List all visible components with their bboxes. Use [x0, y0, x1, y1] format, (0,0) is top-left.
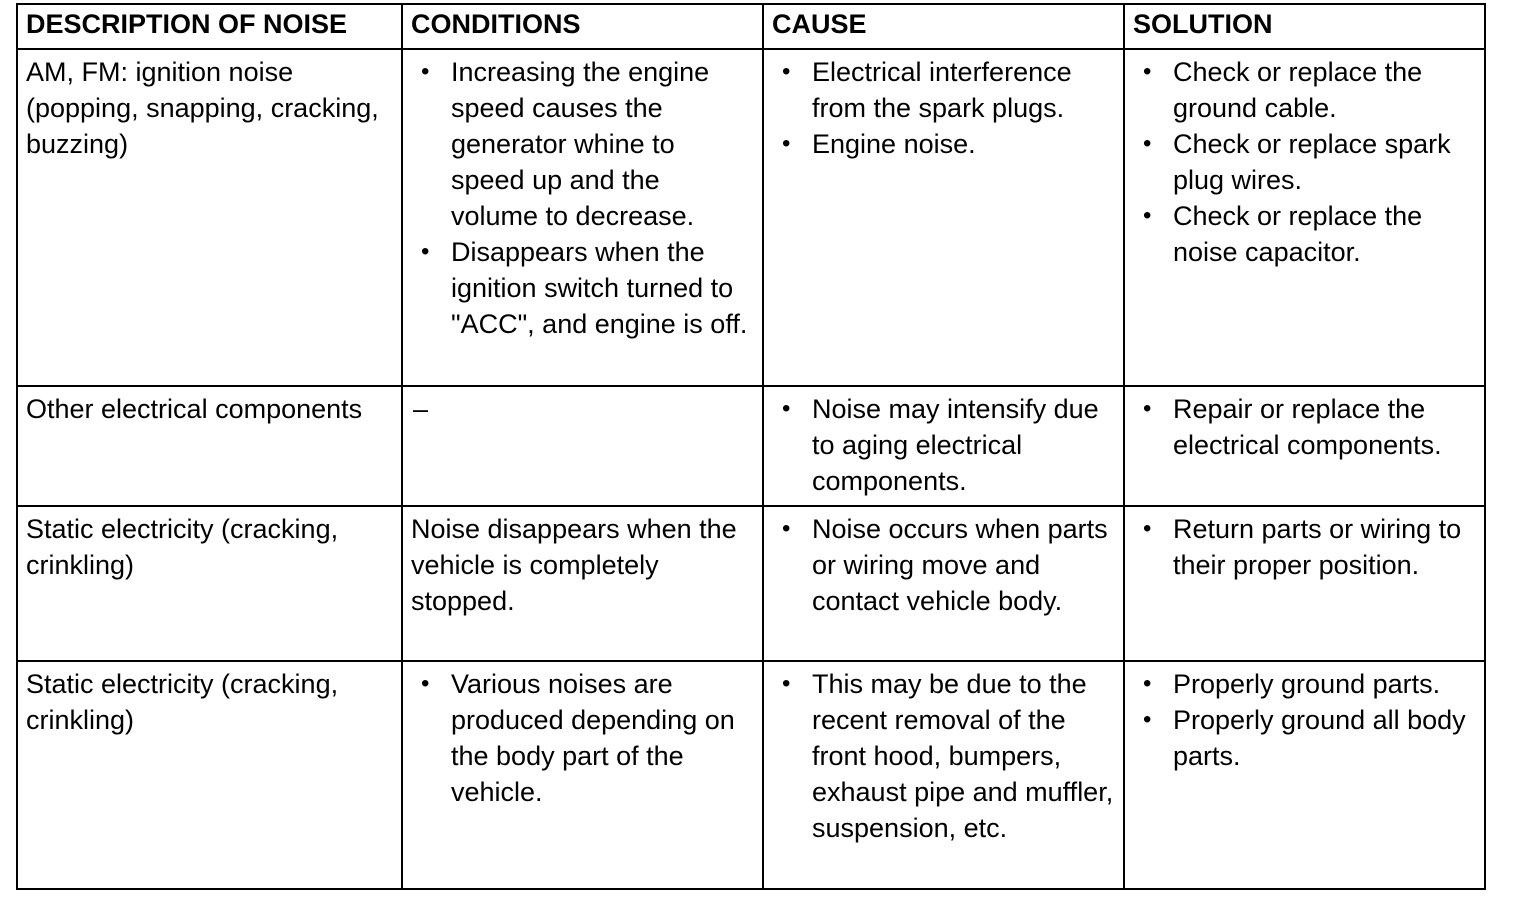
cause-list — [772, 511, 1115, 619]
list-item: • Noise may intensify due to aging electrical components. — [772, 391, 1115, 499]
description-cell: AM, FM: ignition noise (popping, snapping, cracking, buzzing) — [17, 49, 402, 386]
solution-list — [1133, 54, 1476, 270]
conditions-cell — [402, 661, 763, 889]
cause-list — [772, 666, 1115, 846]
header-solution: SOLUTION — [1124, 4, 1485, 49]
solution-cell — [1124, 49, 1485, 386]
list-item: • Repair or replace the electrical components. — [1133, 391, 1476, 463]
conditions-cell — [402, 49, 763, 386]
conditions-text: – — [413, 394, 429, 424]
list-item: • Return parts or wiring to their proper position. — [1133, 511, 1476, 583]
list-item: • Properly ground all body parts. — [1133, 702, 1476, 774]
table-row — [17, 49, 1485, 386]
cause-cell — [763, 661, 1124, 889]
cause-list — [772, 391, 1115, 499]
conditions-cell: Noise disappears when the vehicle is completely stopped. — [402, 506, 763, 661]
noise-troubleshooting-table — [16, 3, 1486, 890]
solution-cell — [1124, 386, 1485, 506]
list-item: • Engine noise. — [772, 126, 1115, 162]
list-item: • Check or replace the ground cable. — [1133, 54, 1476, 126]
conditions-cell — [402, 386, 763, 506]
cause-cell — [763, 506, 1124, 661]
solution-list — [1133, 666, 1476, 774]
conditions-list — [411, 54, 754, 342]
table-row — [17, 661, 1485, 889]
table-header-row — [17, 4, 1485, 49]
conditions-list — [411, 666, 754, 810]
list-item: • Various noises are produced depending on the body part of the vehicle. — [411, 666, 754, 810]
header-description: DESCRIPTION OF NOISE — [17, 4, 402, 49]
header-cause: CAUSE — [763, 4, 1124, 49]
list-item: • Check or replace the noise capacitor. — [1133, 198, 1476, 270]
table-row — [17, 386, 1485, 506]
solution-list — [1133, 511, 1476, 583]
description-cell: Static electricity (cracking, crinkling) — [17, 506, 402, 661]
header-conditions: CONDITIONS — [402, 4, 763, 49]
list-item: • This may be due to the recent removal of the front hood, bumpers, exhaust pipe and muffler, suspension, etc. — [772, 666, 1115, 846]
list-item: • Electrical interference from the spark plugs. — [772, 54, 1115, 126]
solution-cell — [1124, 506, 1485, 661]
cause-list — [772, 54, 1115, 162]
description-cell: Static electricity (cracking, crinkling) — [17, 661, 402, 889]
description-cell: Other electrical components — [17, 386, 402, 506]
solution-cell — [1124, 661, 1485, 889]
list-item: • Disappears when the ignition switch turned to "ACC", and engine is off. — [411, 234, 754, 342]
cause-cell — [763, 49, 1124, 386]
list-item: • Noise occurs when parts or wiring move and contact vehicle body. — [772, 511, 1115, 619]
cause-cell — [763, 386, 1124, 506]
list-item: • Check or replace spark plug wires. — [1133, 126, 1476, 198]
table-row — [17, 506, 1485, 661]
list-item: • Properly ground parts. — [1133, 666, 1476, 702]
list-item: • Increasing the engine speed causes the generator whine to speed up and the volume to decrease. — [411, 54, 754, 234]
solution-list — [1133, 391, 1476, 463]
